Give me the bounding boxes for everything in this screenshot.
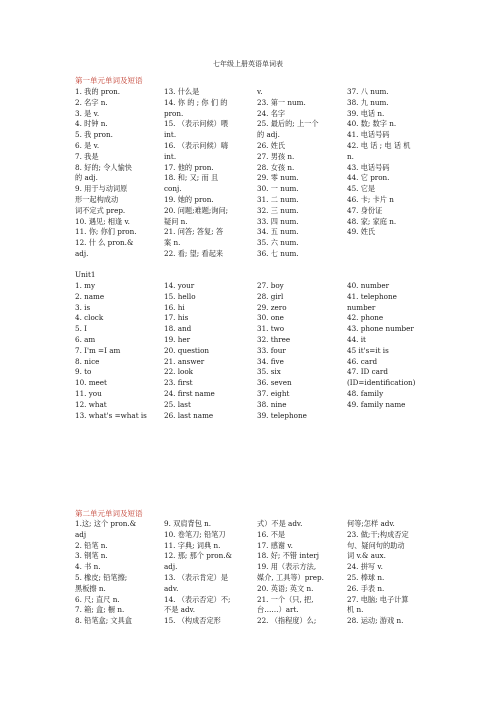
- vocab-line: 47. 身份证: [347, 205, 383, 215]
- vocab-line: 21. answer: [164, 356, 205, 366]
- block1-column-3: [257, 87, 319, 260]
- vocab-line: 38. 九 num.: [347, 97, 389, 107]
- vocab-line: 40. number: [347, 281, 390, 290]
- vocab-line: 22. （指程度）么;: [257, 616, 317, 626]
- vocab-line: 台……）art.: [257, 605, 299, 615]
- unit-label: Unit1: [75, 270, 96, 279]
- vocab-line: 24. 名字: [257, 108, 286, 118]
- vocab-line: 28. 运动; 游戏 n.: [347, 616, 404, 626]
- vocab-line: 15. （表示问候）喂: [164, 119, 229, 129]
- vocab-line: 22. look: [164, 367, 194, 377]
- vocab-line: 4. 书 n.: [75, 562, 101, 572]
- vocab-line: 不是 adv.: [164, 605, 196, 615]
- vocab-line: 42. phone: [347, 313, 384, 323]
- block1-column-1: [75, 87, 137, 260]
- vocab-line: 5. 橡皮; 铅笔擦;: [75, 572, 128, 582]
- vocab-line: 42. 电 话 ; 电 话 机: [347, 140, 411, 150]
- vocab-line: 13. what's =what is: [75, 410, 147, 420]
- vocab-line: 8. 好的; 令人愉快: [75, 162, 132, 172]
- vocab-line: 29. 零 num.: [257, 173, 299, 183]
- vocab-line: 6. 是 v.: [75, 140, 100, 150]
- vocab-line: 20. 问题;难题;询问;: [164, 205, 229, 215]
- vocab-line: 10. 卷笔刀; 铅笔刀: [164, 529, 226, 539]
- vocab-line: 25. last: [164, 399, 191, 409]
- vocab-line: 10. 遇见; 相逢 v.: [75, 216, 130, 226]
- vocab-line: 9. to: [75, 367, 92, 377]
- vocab-line: 1.这; 这个 pron.&: [75, 519, 137, 528]
- vocab-line: int.: [164, 151, 177, 161]
- unit2-heading: 第二单元单词及短语: [75, 509, 143, 518]
- vocab-line: 43. 电话号码: [347, 162, 390, 172]
- vocab-line: 22. 看; 望; 看起来: [164, 248, 224, 258]
- vocab-line: 45 it's=it is: [347, 345, 389, 355]
- vocab-line: 9. 用于与动词原: [75, 184, 128, 194]
- vocab-line: 6. am: [75, 334, 96, 344]
- vocab-line: 16. 不是: [257, 529, 286, 539]
- vocab-line: 28. girl: [257, 291, 284, 301]
- vocab-line: 5. I: [75, 324, 87, 334]
- vocab-line: 49. 姓氏: [347, 227, 376, 237]
- vocab-line: 20. question: [164, 345, 210, 355]
- vocab-line: 何等;怎样 adv.: [347, 519, 395, 528]
- vocab-line: 46. 卡; 卡片 n: [347, 194, 394, 204]
- vocab-line: 15. hello: [164, 291, 196, 301]
- vocab-line: 19. 她的 pron.: [164, 194, 214, 204]
- block3-column-2: [164, 519, 232, 627]
- vocab-line: 35. 六 num.: [257, 238, 299, 248]
- vocab-line: 33. four: [257, 345, 286, 355]
- vocab-line: 48. 家; 家庭 n.: [347, 216, 397, 226]
- vocab-line: 28. 女孩 n.: [257, 162, 295, 172]
- vocab-line: 37. eight: [257, 388, 290, 398]
- vocab-line: 4. 时钟 n.: [75, 119, 108, 129]
- vocab-line: 30. one: [257, 313, 284, 323]
- vocab-line: 30. 一 num.: [257, 184, 299, 194]
- vocab-line: 3. 钢笔 n.: [75, 551, 108, 561]
- vocab-line: 23. 做;干;构成否定: [347, 529, 409, 539]
- vocab-line: 11. 你; 你们 pron.: [75, 227, 137, 237]
- vocab-line: 21. 问答; 答复; 答: [164, 227, 224, 237]
- vocab-line: 34. 五 num.: [257, 227, 299, 237]
- unit1-heading: 第一单元单词及短语: [75, 76, 143, 85]
- vocab-line: 14. your: [164, 281, 195, 290]
- vocab-line: 18. and: [164, 324, 192, 334]
- vocab-line: 机 n.: [347, 605, 364, 615]
- vocab-line: adj.: [164, 562, 178, 572]
- vocab-line: 案 n.: [164, 238, 181, 248]
- vocab-line: adj: [75, 529, 87, 539]
- vocab-line: 36. 七 num.: [257, 248, 299, 258]
- vocab-line: 7. I'm =I am: [75, 345, 121, 355]
- vocab-line: 11. 字典; 词典 n.: [164, 540, 221, 550]
- vocab-line: 37. 八 num.: [347, 87, 389, 96]
- vocab-line: 14. 你 的 ; 你 们 的: [164, 97, 228, 107]
- vocab-line: 1. 我的 pron.: [75, 87, 121, 96]
- vocab-line: 4. clock: [75, 313, 104, 323]
- vocab-line: 47. ID card: [347, 367, 388, 377]
- vocab-line: 39. 电话 n.: [347, 108, 385, 118]
- vocab-line: 44. it: [347, 334, 366, 344]
- vocab-line: 19. 用（表示方法,: [257, 562, 317, 572]
- vocab-line: 形一起构成动: [75, 194, 119, 204]
- vocab-line: n.: [347, 151, 354, 161]
- vocab-line: 26. 姓氏: [257, 140, 286, 150]
- vocab-line: 7. 我是: [75, 151, 99, 161]
- vocab-line: 13. 什么是: [164, 87, 200, 96]
- vocab-line: number: [347, 302, 376, 312]
- vocab-line: 的 adj.: [75, 173, 98, 183]
- vocab-line: conj.: [164, 184, 182, 194]
- vocab-line: 10. meet: [75, 378, 107, 388]
- page-title: 七年级上册英语单词表: [213, 60, 283, 68]
- vocab-line: 8. nice: [75, 356, 100, 366]
- vocab-line: 式）不是 adv.: [257, 519, 303, 528]
- vocab-line: 48. family: [347, 388, 384, 398]
- vocab-line: 8. 铅笔盒; 文具盒: [75, 616, 132, 626]
- vocab-line: 6. 尺; 直尺 n.: [75, 594, 120, 604]
- vocab-line: 41. telephone: [347, 291, 397, 301]
- vocab-line: 7. 箱; 盒; 橱 n.: [75, 605, 125, 615]
- vocab-line: 33. 四 num.: [257, 216, 299, 226]
- block3-column-3: [257, 519, 324, 627]
- vocab-line: 12. what: [75, 399, 107, 409]
- vocab-line: 3. 是 v.: [75, 108, 100, 118]
- vocab-line: 黑板擦 n.: [75, 583, 106, 593]
- vocab-line: 25. 最后的; 上一个: [257, 119, 319, 129]
- block1-column-2: [164, 87, 228, 260]
- vocab-line: 的 adj.: [257, 130, 280, 140]
- vocab-line: 26. last name: [164, 410, 214, 420]
- vocab-line: 词 v.& aux.: [347, 551, 386, 561]
- vocab-line: 16. hi: [164, 302, 185, 312]
- vocab-line: 26. 手表 n.: [347, 583, 385, 593]
- block2-column-3: [257, 281, 307, 421]
- vocab-line: 35. six: [257, 367, 281, 377]
- vocab-line: 15. （构成否定形: [164, 616, 221, 626]
- vocab-line: 36. seven: [257, 378, 292, 388]
- vocab-line: 1. my: [75, 281, 96, 290]
- block2-column-4: [347, 281, 415, 411]
- vocab-line: 3. is: [75, 302, 91, 312]
- vocab-line: pron.: [164, 108, 184, 118]
- block2-column-1: [75, 281, 147, 421]
- vocab-line: 27. 男孩 n.: [257, 151, 295, 161]
- vocab-line: 41. 电话号码: [347, 130, 390, 140]
- block2-column-2: [164, 281, 215, 421]
- vocab-line: 18. 和; 又; 而 且: [164, 173, 219, 183]
- vocab-line: 24. first name: [164, 388, 215, 398]
- vocab-line: 34. five: [257, 356, 284, 366]
- vocab-line: 18. 好; 不错 interj: [257, 551, 320, 561]
- vocab-line: 17. 他的 pron.: [164, 162, 214, 172]
- vocab-line: 14. （表示否定）不;: [164, 594, 231, 604]
- vocab-line: 16. （表示问候）嗨: [164, 140, 229, 150]
- vocab-line: 21. 一个（只, 把,: [257, 594, 314, 604]
- vocab-line: 11. you: [75, 388, 102, 398]
- vocab-line: 38. nine: [257, 399, 287, 409]
- vocab-line: 32. 三 num.: [257, 205, 299, 215]
- vocab-line: 2. name: [75, 291, 105, 301]
- vocab-line: 17. his: [164, 313, 189, 323]
- vocab-line: 32. three: [257, 334, 291, 344]
- vocab-line: 31. two: [257, 324, 285, 334]
- vocab-line: 12. 什 么 pron.&: [75, 238, 134, 248]
- vocab-line: (ID=identification): [347, 378, 416, 388]
- vocab-line: 5. 我 pron.: [75, 130, 113, 140]
- vocab-line: 40. 数; 数字 n.: [347, 119, 397, 129]
- vocab-line: 49. family name: [347, 399, 406, 409]
- vocab-line: 31. 二 num.: [257, 194, 299, 204]
- vocab-line: 25. 棒球 n.: [347, 572, 385, 582]
- vocab-line: 46. card: [347, 356, 378, 366]
- vocab-line: 17. 感谢 v.: [257, 540, 293, 550]
- vocab-line: 13. （表示肯定）是: [164, 572, 229, 582]
- vocab-line: 23. first: [164, 378, 193, 388]
- vocab-line: 39. telephone: [257, 410, 307, 420]
- vocab-line: adv.: [164, 583, 179, 593]
- vocab-line: v.: [257, 87, 263, 96]
- vocab-line: 20. 英语; 英文 n.: [257, 583, 314, 593]
- vocab-line: 9. 双肩背包 n.: [164, 519, 212, 528]
- block3-column-4: [347, 519, 409, 627]
- vocab-line: 24. 拼写 v.: [347, 562, 383, 572]
- vocab-line: 44. 它 pron.: [347, 173, 390, 183]
- vocab-line: 12. 那; 那个 pron.&: [164, 551, 232, 561]
- block3-column-1: [75, 519, 136, 627]
- vocab-line: 句、疑问句的助动: [347, 540, 405, 550]
- vocab-line: 43. phone number: [347, 324, 414, 334]
- vocab-line: 45. 它是: [347, 184, 376, 194]
- vocab-line: 29. zero: [257, 302, 287, 312]
- vocab-line: 疑问 n.: [164, 216, 188, 226]
- vocab-line: 媒介, 工具等）prep.: [257, 572, 324, 582]
- vocab-line: 19. her: [164, 334, 191, 344]
- vocab-line: int.: [164, 130, 177, 140]
- vocab-line: 词不定式 prep.: [75, 205, 126, 215]
- vocab-line: 2. 名字 n.: [75, 97, 108, 107]
- vocab-line: adj.: [75, 248, 89, 258]
- vocab-line: 27. 电脑; 电子计算: [347, 594, 409, 604]
- vocab-line: 27. boy: [257, 281, 284, 290]
- vocab-line: 23. 第一 num.: [257, 97, 306, 107]
- block1-column-4: [347, 87, 411, 238]
- vocab-line: 2. 铅笔 n.: [75, 540, 108, 550]
